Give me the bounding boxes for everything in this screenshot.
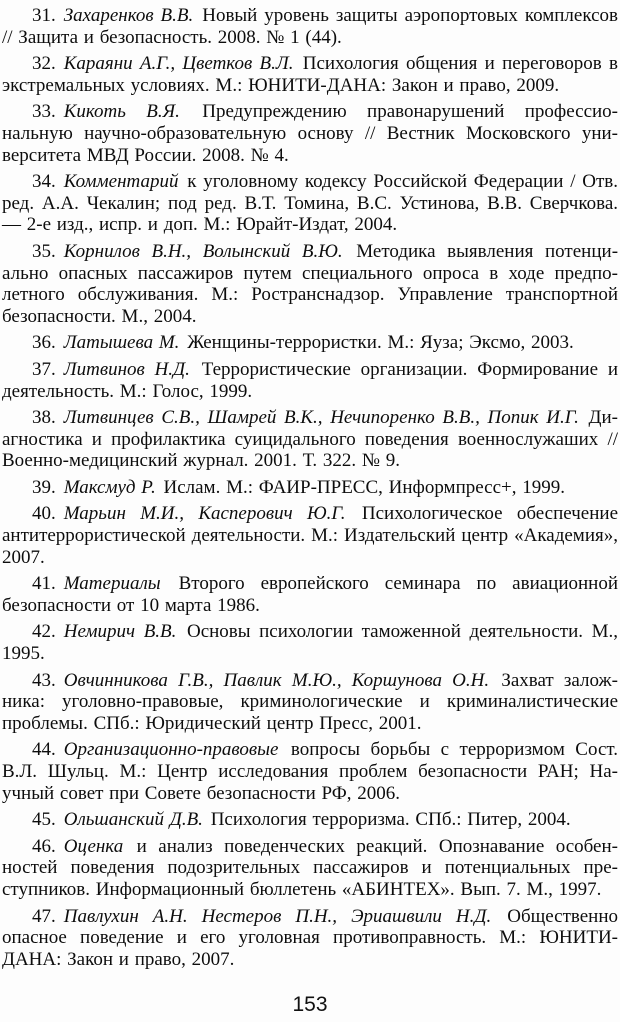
reference-entry: [2, 477, 618, 499]
reference-number: 33.: [32, 101, 56, 123]
reference-author: Захаренков В.В.: [63, 5, 194, 26]
reference-author: Максмуд Р.: [63, 476, 156, 498]
reference-entry: [2, 503, 618, 568]
reference-entry: [2, 739, 618, 804]
reference-text: Предупреждению правонарушений профессиональную научно-образовательную основу // Вестник Московского университета МВД России. 2008. № 4.: [2, 101, 618, 166]
reference-author: Ольшанский Д.В.: [63, 809, 203, 831]
page-number: 153: [292, 993, 328, 1016]
reference-entry: [2, 359, 618, 402]
reference-entry: [2, 573, 618, 616]
reference-text: Диагностика и профилактика суицидального поведения военнослужаших // Военно-медицинский журнал. 2001. Т. 322. № 9.: [2, 407, 618, 472]
reference-number: 34.: [32, 171, 56, 193]
reference-number: 43.: [32, 669, 56, 691]
reference-entry: [2, 5, 618, 48]
reference-entry: [2, 407, 618, 472]
reference-text: Террористические организации. Формирование и деятельность. М.: Голос, 1999.: [2, 358, 619, 402]
reference-author: Павлухин А.Н. Нестеров П.Н., Эриашвили Н.Д.: [63, 905, 492, 927]
reference-text: Общественно опасное поведение и его уголовная противоправность. М.: ЮНИТИ-ДАНА: Закон и право, 2007.: [2, 905, 619, 970]
reference-entry: [2, 241, 618, 327]
reference-text: Психология терроризма. СПб.: Питер, 2004.: [210, 809, 571, 831]
reference-list: [2, 5, 618, 970]
reference-entry: [2, 670, 618, 735]
reference-number: 39.: [32, 476, 56, 498]
reference-entry: [2, 809, 618, 831]
reference-text: Женщины-террористки. М.: Яуза; Эксмо, 2003.: [187, 332, 574, 354]
reference-author: Материалы: [63, 573, 161, 595]
reference-author: Кикоть В.Я.: [63, 101, 180, 123]
reference-text: и анализ поведенческих реакций. Опознавание особенностей поведения подозрительных пассажиров и потенциальных преступников. Информационный бюллетень «АБИНТЕХ». Вып. 7. М., 1997.: [2, 835, 618, 900]
reference-text: Основы психологии таможенной деятельности. М., 1995.: [2, 621, 618, 665]
reference-author: Корнилов В.Н., Волынский В.Ю.: [63, 240, 343, 262]
reference-entry: [2, 101, 618, 166]
reference-author: Литвинов Н.Д.: [63, 358, 190, 380]
reference-text: к уголовному кодексу Российской Федерации / Отв. ред. А.А. Чекалин; под ред. В.Т. Томина, В.С. Устинова, В.В. Сверчкова. — 2-е изд., испр. и доп. М.: Юрайт-Издат, 2004.: [2, 171, 619, 236]
reference-number: 40.: [32, 503, 56, 525]
reference-text: Второго европейского семинара по авиационной безопасности от 10 марта 1986.: [2, 573, 619, 616]
reference-author: Организационно-правовые: [63, 739, 279, 761]
reference-text: Захват заложника: уголовно-правовые, криминологические и криминалистические проблемы. СПб.: Юридический центр Пресс, 2001.: [2, 669, 618, 734]
reference-number: 45.: [32, 809, 56, 831]
reference-number: 35.: [32, 240, 56, 262]
reference-number: 32.: [32, 53, 56, 75]
reference-number: 31.: [32, 5, 56, 26]
reference-number: 44.: [32, 739, 56, 761]
reference-author: Комментарий: [63, 171, 179, 193]
reference-author: Караяни А.Г., Цветков В.Л.: [63, 53, 294, 75]
reference-number: 36.: [32, 332, 56, 354]
reference-text: вопросы борьбы с терроризмом Сост. В.Л. Шульц. М.: Центр исследования проблем безопасности РАН; Научный совет при Совете безопасности РФ, 2006.: [2, 739, 618, 804]
reference-number: 47.: [32, 905, 56, 927]
reference-author: Марьин М.И., Касперович Ю.Г.: [63, 503, 346, 525]
reference-number: 46.: [32, 835, 56, 857]
reference-text: Новый уровень защиты аэропортовых комплексов // Защита и безопасность. 2008. № 1 (44).: [2, 5, 619, 48]
reference-text: Психологическое обеспечение антитеррористической деятельности. М.: Издательский центр «Академия», 2007.: [2, 503, 619, 568]
reference-number: 37.: [32, 358, 56, 380]
reference-number: 38.: [32, 407, 56, 429]
reference-entry: [2, 621, 618, 664]
reference-entry: [2, 906, 618, 971]
reference-entry: [2, 836, 618, 901]
reference-text: Психология общения и переговоров в экстремальных условиях. М.: ЮНИТИ-ДАНА: Закон и право, 2009.: [2, 53, 618, 96]
reference-entry: [2, 332, 618, 354]
reference-entry: [2, 53, 618, 96]
reference-number: 41.: [32, 573, 56, 595]
reference-author: Овчинникова Г.В., Павлик М.Ю., Коршунова О.Н.: [63, 669, 490, 691]
reference-author: Немирич В.В.: [63, 621, 177, 643]
reference-number: 42.: [32, 621, 56, 643]
reference-author: Оценка: [63, 835, 124, 857]
reference-author: Латышева М.: [63, 332, 180, 354]
reference-author: Литвинцев С.В., Шамрей В.К., Нечипоренко В.В., Попик И.Г.: [63, 407, 579, 429]
reference-text: Ислам. М.: ФАИР-ПРЕСС, Информпресс+, 1999.: [163, 476, 565, 498]
reference-entry: [2, 171, 618, 236]
reference-text: Методика выявления потенциально опасных пассажиров путем специального опроса в ходе предполетного обслуживания. М.: Ространснадзор. Управление транспортной безопасности. М., 2004.: [2, 240, 619, 327]
